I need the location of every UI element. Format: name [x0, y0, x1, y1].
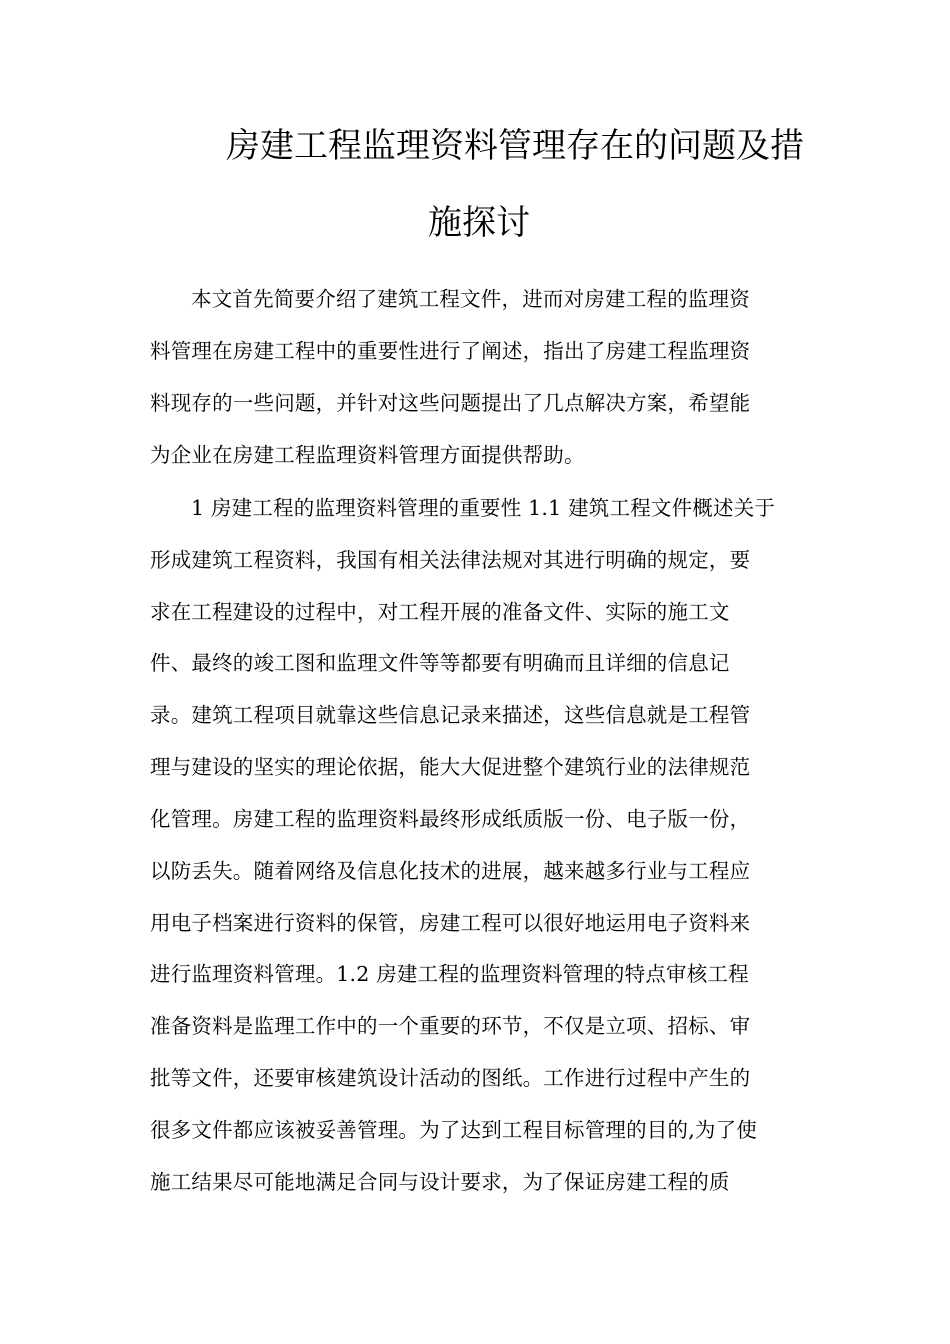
document-title-line-1: 房建工程监理资料管理存在的问题及措: [226, 126, 804, 166]
paragraph-1-line-2: 料管理在房建工程中的重要性进行了阐述，指出了房建工程监理资: [150, 339, 751, 363]
document-title-line-2: 施探讨: [428, 203, 530, 243]
paragraph-2-line-2: 形成建筑工程资料，我国有相关法律法规对其进行明确的规定，要: [150, 548, 751, 572]
paragraph-2-line-6: 理与建设的坚实的理论依据，能大大促进整个建筑行业的法律规范: [150, 755, 751, 779]
paragraph-2-line-3: 求在工程建设的过程中，对工程开展的准备文件、实际的施工文: [150, 600, 730, 624]
paragraph-1-line-4: 为企业在房建工程监理资料管理方面提供帮助。: [150, 443, 585, 467]
paragraph-2-line-5: 录。建筑工程项目就靠这些信息记录来描述，这些信息就是工程管: [150, 703, 751, 727]
paragraph-2-line-11: 准备资料是监理工作中的一个重要的环节，不仅是立项、招标、审: [150, 1014, 751, 1038]
paragraph-2-line-14: 施工结果尽可能地满足合同与设计要求，为了保证房建工程的质: [150, 1170, 730, 1194]
paragraph-2-line-1: 1 房建工程的监理资料管理的重要性 1.1 建筑工程文件概述关于: [191, 496, 776, 520]
paragraph-2-line-8: 以防丢失。随着网络及信息化技术的进展，越来越多行业与工程应: [150, 859, 751, 883]
paragraph-2-line-7: 化管理。房建工程的监理资料最终形成纸质版一份、电子版一份，: [150, 807, 751, 831]
paragraph-2-line-4: 件、最终的竣工图和监理文件等等都要有明确而且详细的信息记: [150, 651, 730, 675]
paragraph-2-line-10: 进行监理资料管理。1.2 房建工程的监理资料管理的特点审核工程: [150, 962, 749, 986]
paragraph-2-line-9: 用电子档案进行资料的保管，房建工程可以很好地运用电子资料来: [150, 911, 751, 935]
paragraph-1-line-3: 料现存的一些问题，并针对这些问题提出了几点解决方案，希望能: [150, 391, 751, 415]
paragraph-1-line-1: 本文首先简要介绍了建筑工程文件，进而对房建工程的监理资: [191, 287, 750, 311]
paragraph-2-line-13: 很多文件都应该被妥善管理。为了达到工程目标管理的目的,为了使: [150, 1118, 758, 1142]
paragraph-2-line-12: 批等文件，还要审核建筑设计活动的图纸。工作进行过程中产生的: [150, 1066, 751, 1090]
